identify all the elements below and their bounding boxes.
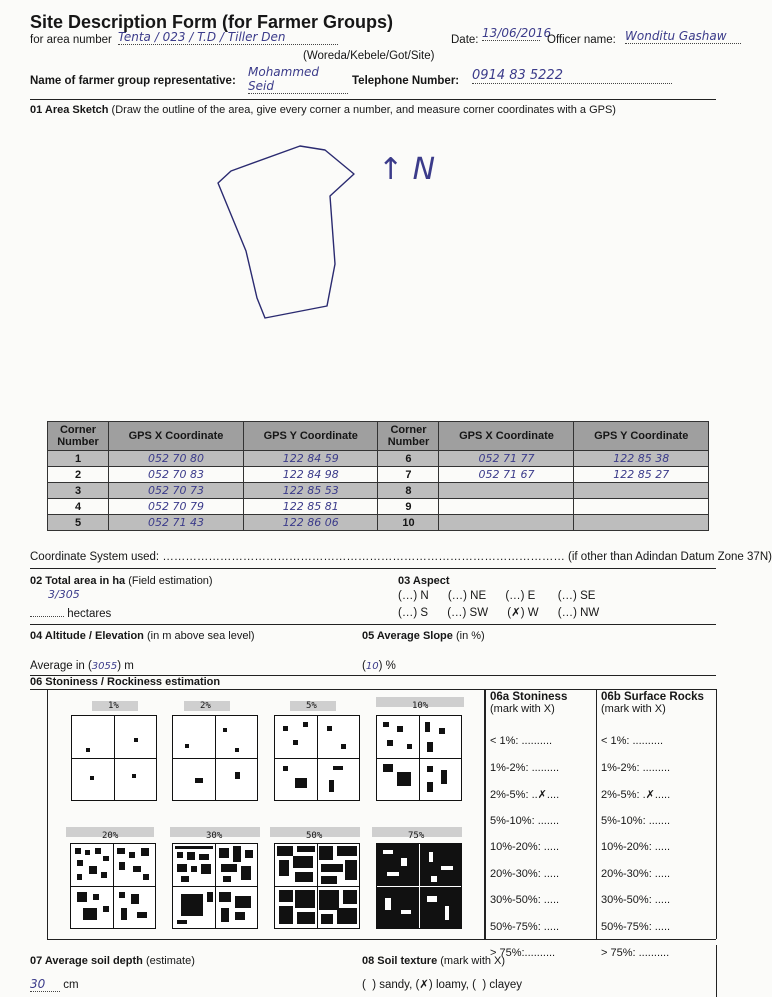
gps-coordinates-table [47,421,709,531]
gps-x-cell[interactable]: 052 70 79 [109,499,244,515]
corner-number: 3 [48,483,109,499]
stoniness-percent-label: 1% [108,701,119,711]
slope-heading: 05 Average Slope (in %) [362,630,485,642]
aspect-options-row1[interactable]: (…) N (…) NE (…) E (…) SE [398,590,596,602]
stoniness-option[interactable]: 10%-20%: ..... [490,841,560,853]
table-header: GPS X Coordinate [439,422,574,451]
surface-rocks-option[interactable]: 30%-50%: ..... [601,894,671,906]
gps-y-cell[interactable]: 122 85 53 [244,483,378,499]
area-number-value[interactable]: Tenta / 023 / T.D / Tiller Den [118,30,338,45]
stoniness-column-b-header: 06b Surface Rocks (mark with X) [601,691,704,715]
stoniness-option[interactable]: 1%-2%: ......... [490,761,560,774]
gps-y-cell[interactable] [574,499,709,515]
divider [716,689,717,939]
stoniness-pattern-2pct [172,715,258,801]
gps-x-cell[interactable]: 052 71 77 [439,451,574,467]
stoniness-percent-label: 75% [408,831,425,841]
surface-rocks-option[interactable]: 2%-5%: .✗..... [601,789,671,801]
coordinate-system-label: Coordinate System used: …………………………………………………………………………………………… (if other than Adindan Datum Zone 37N) [30,551,772,563]
area-sketch-heading: 01 Area Sketch (Draw the outline of the area, give every corner a number, and measure corner coordinates with a GPS) [30,104,616,116]
stoniness-option[interactable]: 50%-75%: ..... [490,920,560,933]
gps-x-cell[interactable]: 052 71 43 [109,515,244,531]
date-label: Date: [451,34,479,46]
surface-rocks-option[interactable]: 50%-75%: ..... [601,920,671,933]
corner-number: 2 [48,467,109,483]
altitude-field[interactable]: Average in (3055) m [30,660,134,672]
stoniness-pattern-20pct [70,843,156,929]
gps-x-cell[interactable] [439,515,574,531]
table-row [48,467,709,483]
soil-depth-field[interactable]: 30 cm [30,977,79,991]
corner-number: 5 [48,515,109,531]
divider [484,689,485,939]
table-row [48,499,709,515]
stoniness-pattern-10pct [376,715,462,801]
stoniness-pattern-5pct [274,715,360,801]
stoniness-pattern-30pct [172,843,258,929]
table-row [48,515,709,531]
telephone-label: Telephone Number: [352,75,460,87]
corner-number: 1 [48,451,109,467]
gps-y-cell[interactable] [574,515,709,531]
gps-y-cell[interactable]: 122 85 81 [244,499,378,515]
stoniness-pattern-50pct [274,843,360,929]
gps-x-cell[interactable]: 052 70 80 [109,451,244,467]
stoniness-options-list [490,735,559,974]
stoniness-option[interactable]: 30%-50%: ..... [490,894,560,906]
surface-rocks-option[interactable]: 5%-10%: ....... [601,814,671,827]
officer-name-value[interactable]: Wonditu Gashaw [625,29,741,44]
soil-texture-options[interactable]: ( ) sandy, (✗) loamy, ( ) clayey [362,979,523,991]
gps-y-cell[interactable]: 122 86 06 [244,515,378,531]
stoniness-pattern-75pct [376,843,462,929]
stoniness-percent-label: 50% [306,831,323,841]
table-header: Corner Number [48,422,109,451]
slope-field[interactable]: (10) % [362,660,396,672]
corner-number: 6 [378,451,439,467]
soil-depth-heading: 07 Average soil depth (estimate) [30,955,195,967]
corner-number: 9 [378,499,439,515]
total-area-value[interactable]: 3/305 [48,588,80,601]
divider [30,568,716,569]
stoniness-pattern-1pct [71,715,157,801]
gps-y-cell[interactable]: 122 84 98 [244,467,378,483]
surface-rocks-options-list [601,735,670,974]
stoniness-option[interactable]: > 75%:.......... [490,947,556,959]
gps-y-cell[interactable] [574,483,709,499]
corner-number: 8 [378,483,439,499]
corner-number: 4 [48,499,109,515]
gps-x-cell[interactable]: 052 70 73 [109,483,244,499]
table-header: GPS X Coordinate [109,422,244,451]
surface-rocks-option[interactable]: < 1%: .......... [601,735,664,747]
area-number-sublabel: (Woreda/Kebele/Got/Site) [303,50,435,62]
stoniness-heading: 06 Stoniness / Rockiness estimation [30,676,221,688]
divider [716,945,717,997]
north-arrow-label: ↑ N [378,152,436,187]
table-header: Corner Number [378,422,439,451]
corner-number: 7 [378,467,439,483]
gps-x-cell[interactable] [439,483,574,499]
gps-y-cell[interactable]: 122 85 27 [574,467,709,483]
stoniness-option[interactable]: 20%-30%: ..... [490,867,560,880]
gps-y-cell[interactable]: 122 85 38 [574,451,709,467]
stoniness-option[interactable]: < 1%: .......... [490,735,553,747]
stoniness-option[interactable]: 2%-5%: ..✗.... [490,789,560,801]
date-value[interactable]: 13/06/2016 [482,26,552,40]
stoniness-percent-label: 5% [306,701,317,711]
stoniness-percent-label: 20% [102,831,119,841]
altitude-heading: 04 Altitude / Elevation (in m above sea level) [30,630,255,642]
telephone-value[interactable]: 0914 83 5222 [472,68,672,84]
stoniness-option[interactable]: 5%-10%: ....... [490,814,560,827]
divider [30,624,716,625]
total-area-field: hectares [30,608,111,620]
surface-rocks-option[interactable]: 1%-2%: ......... [601,761,671,774]
stoniness-percent-label: 30% [206,831,223,841]
stoniness-percent-label: 2% [200,701,211,711]
total-area-heading: 02 Total area in ha (Field estimation) [30,575,213,587]
table-header: GPS Y Coordinate [244,422,378,451]
aspect-heading: 03 Aspect [398,575,450,587]
officer-name-label: Officer name: [547,34,616,46]
representative-label: Name of farmer group representative: [30,75,236,87]
area-sketch-drawing [0,0,746,420]
aspect-options-row2[interactable]: (…) S (…) SW (✗) W (…) NW [398,607,600,619]
stoniness-percent-label: 10% [412,701,429,711]
surface-rocks-option[interactable]: > 75%: .......... [601,947,670,959]
gps-x-cell[interactable] [439,499,574,515]
table-header: GPS Y Coordinate [574,422,709,451]
table-row [48,483,709,499]
divider [596,689,597,939]
representative-value[interactable]: Mohammed Seid [248,65,348,94]
surface-rocks-option[interactable]: 10%-20%: ..... [601,841,671,853]
gps-x-cell[interactable]: 052 70 83 [109,467,244,483]
table-row [48,451,709,467]
area-number-label: for area number [30,34,112,46]
form-title: Site Description Form (for Farmer Groups) [30,12,394,32]
surface-rocks-option[interactable]: 20%-30%: ..... [601,867,671,880]
soil-texture-heading: 08 Soil texture (mark with X) [362,955,506,967]
stoniness-column-a-header: 06a Stoniness (mark with X) [490,691,568,715]
corner-number: 10 [378,515,439,531]
gps-x-cell[interactable]: 052 71 67 [439,467,574,483]
gps-y-cell[interactable]: 122 84 59 [244,451,378,467]
